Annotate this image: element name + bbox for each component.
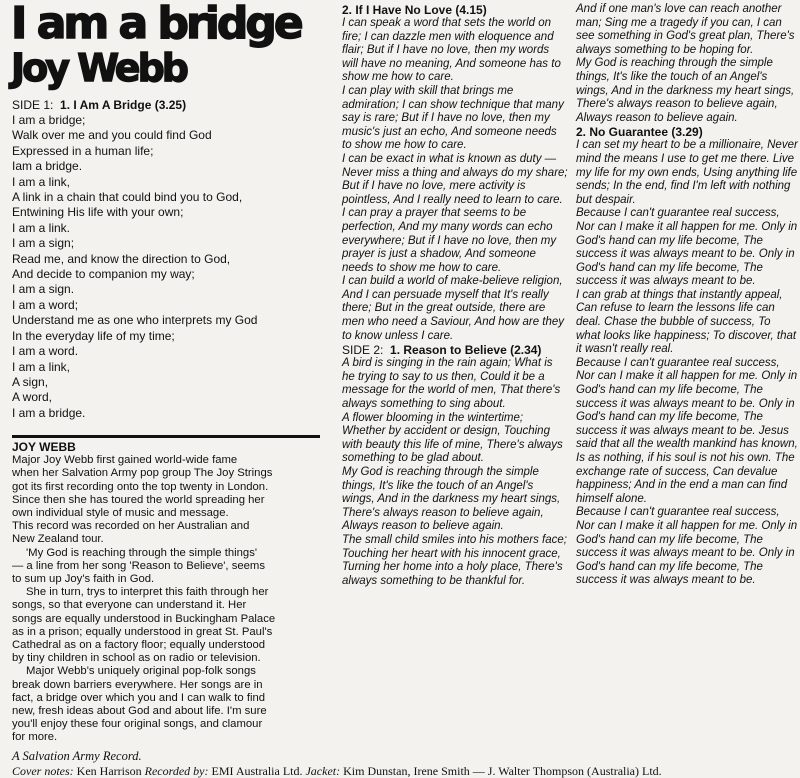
side1-track1-title: 1. I Am A Bridge (3.25)	[60, 98, 187, 112]
lyric-paragraph: Because I can't guarantee real success, Nor can I make it all happen for me. Only in God's hand can my life become, The success it was always meant to be. Only in God's hand can my life become, The success it was always meant to be. Jesus said that all the wealth mankind has known, Is as nothing, if his soul is not his own. The exchange rate of success, Can devalue happiness; And in the end a man can find himself alone.	[576, 356, 798, 505]
lyric-line: And decide to companion my way;	[12, 267, 195, 282]
side2-track2-title: 2. No Guarantee (3.29)	[576, 125, 703, 140]
lyric-paragraph: And if one man's love can reach another man; Sing me a tragedy if you can, I can see something in God's great plan, There's always something to be hoping for.	[576, 3, 795, 56]
lyric-line: Entwining His life with your own;	[12, 205, 184, 220]
lyric-paragraph: I can pray a prayer that seems to be perfection, And my many words can echo everywhere; But if I have no love, then my prayer is just a shadow, And someone needs to show me how to care.	[342, 207, 557, 274]
bio-paragraph-4	[12, 665, 332, 744]
bio-paragraph-1	[12, 454, 332, 546]
jacket-value: Kim Dunstan, Irene Smith — J. Walter Thompson (Australia) Ltd.	[343, 763, 662, 778]
bio-title: JOY WEBB	[12, 440, 76, 455]
artist-bio	[12, 440, 332, 744]
bio-line: fact, a bridge over which you and I can walk to find	[12, 691, 266, 704]
bio-line: She in turn, trys to interpret this faith through her	[26, 586, 269, 599]
bio-line: to sum up Joy's faith in God.	[12, 572, 155, 585]
lyric-line: Understand me as one who interprets my God	[12, 313, 258, 328]
lyric-line: I am a sign.	[12, 282, 75, 297]
lyric-paragraph: My God is reaching through the simple things, It's like the touch of an Angel's wings, And in the darkness my heart sings, There's always reason to believe again, Always reason to believe again.	[342, 466, 561, 533]
lyric-line: I am a link,	[12, 174, 71, 189]
lyric-paragraph: Because I can't guarantee real success, Nor can I make it all happen for me. Only in God's hand can my life become, The success it was always meant to be. Only in God's hand can my life become, The success it was always meant to be.	[576, 506, 798, 587]
bio-line: Since then she has toured the world spreading her	[12, 493, 265, 506]
side1-track2-lyrics	[342, 17, 568, 343]
bio-line: you'll enjoy these four original songs, and clamour	[12, 718, 263, 731]
section-divider	[12, 435, 320, 438]
lyric-line: I am a sign;	[12, 236, 75, 251]
side2-track1-title: 1. Reason to Believe (2.34)	[390, 343, 542, 358]
lyric-line: I am a bridge.	[12, 405, 86, 420]
bio-line: when her Salvation Army pop group The Joy Strings	[12, 467, 273, 480]
lyric-paragraph: My God is reaching through the simple things, It's like the touch of an Angel's wings, And in the darkness my heart sings, There's always reason to believe again, Always reason to believe again.	[576, 57, 795, 124]
lyric-line: Walk over me and you could find God	[12, 128, 212, 143]
record-label-note: A Salvation Army Record.	[12, 748, 142, 763]
side1-label: SIDE 1:	[12, 98, 54, 112]
jacket-label: Jacket:	[305, 763, 341, 778]
credits-line	[0, 764, 800, 778]
lyric-paragraph: I can grab at things that instantly appeal, Can refuse to learn the lessons life can deal. Chase the bubble of success, To what looks like happiness; To discover, that it wasn't really real.	[576, 288, 797, 356]
bio-line: by tiny children in school as on radio or television.	[12, 652, 261, 665]
bio-line: Major Webb's uniquely original pop-folk songs	[26, 665, 256, 678]
bio-line: new, fresh ideas about God and about life. I'm sure	[12, 704, 267, 717]
bio-line: songs, so that everyone can understand it. Her	[12, 599, 247, 612]
cover-notes-value: Ken Harrison	[76, 763, 142, 778]
lyric-paragraph: I can build a world of make-believe religion, And I can persuade myself that It's really there; But in the great outside, there are men who need a Saviour, And how are they to know unless I care.	[342, 275, 565, 342]
lyric-line: In the everyday life of my time;	[12, 328, 175, 343]
side2-label: SIDE 2:	[342, 343, 384, 358]
lyric-paragraph: Because I can't guarantee real success, Nor can I make it all happen for me. Only in God's hand can my life become, The success it was always meant to be. Only in God's hand can my life become, The success it was always meant to be.	[576, 207, 798, 288]
lyric-line: I am a word.	[12, 344, 79, 359]
side1-track2-title: 2. If I Have No Love (4.15)	[342, 3, 487, 17]
bio-paragraph-3	[12, 586, 332, 665]
bio-line: as in a prison; equally understood in great St. Paul's	[12, 625, 273, 638]
lyric-paragraph: I can play with skill that brings me admiration; I can show technique that many say is rare; But if I have no love, then my music's just an echo, And someone needs to show me how to care.	[342, 84, 564, 152]
lyric-paragraph: A bird is singing in the rain again; What is he trying to say to us then, Could it be a message for the world of men, That there's always something to sing about.	[342, 357, 561, 411]
lyric-line: I am a word;	[12, 297, 79, 312]
bio-line: New Zealand tour.	[12, 533, 104, 546]
bio-line: Cathedral as on a factory floor; equally understood	[12, 638, 266, 651]
side2-heading	[342, 343, 568, 357]
bio-line: own individual style of music and message.	[12, 506, 229, 519]
bio-line: got its first recording onto the top twenty in London.	[12, 480, 269, 493]
lyric-paragraph: A flower blooming in the wintertime; Whether by accident or design, Touching with beauty this life of mine, There's always something to be glad about.	[342, 411, 563, 465]
side2-track1-lyrics-continued	[576, 3, 798, 125]
column-left	[0, 0, 332, 763]
artist-name: Joy Webb	[11, 46, 186, 90]
lyric-line: Iam a bridge.	[12, 159, 83, 174]
bio-paragraph-2	[12, 547, 332, 587]
album-title: I am a bridge	[11, 0, 301, 49]
column-right	[576, 0, 798, 588]
bio-line: This record was recorded on her Australian and	[12, 520, 250, 533]
bio-line: 'My God is reaching through the simple things'	[26, 546, 257, 559]
lyric-line: I am a link.	[12, 220, 71, 235]
cover-notes-label: Cover notes:	[12, 763, 74, 778]
lyric-line: A link in a chain that could bind you to God,	[12, 190, 243, 205]
lyric-paragraph: I can set my heart to be a millionaire, Never mind the means I use to get me there. Live my life for my own ends, Using anything life sends; In the end, find I'm left with nothing but despair.	[576, 139, 798, 206]
bio-line: — a line from her song 'Reason to Believe', seems	[12, 559, 265, 572]
side1-track1-lyrics	[12, 113, 332, 421]
lyric-paragraph: I can be exact in what is known as duty — Never miss a thing and always do my share; But if I have no love, mere activity is pointless, And I really need to learn to care.	[342, 152, 568, 206]
lyric-line: I am a bridge;	[12, 113, 86, 127]
column-middle	[342, 0, 568, 588]
lyric-line: A word,	[12, 390, 53, 405]
lyric-line: Read me, and know the direction to God,	[12, 251, 231, 266]
side2-track2-lyrics	[576, 139, 798, 588]
side1-heading	[12, 98, 332, 113]
bio-line: for more.	[12, 731, 58, 744]
bio-line: break down barriers everywhere. Her songs are in	[12, 678, 263, 691]
recorded-by-value: EMI Australia Ltd.	[211, 763, 303, 778]
lyric-line: Expressed in a human life;	[12, 143, 154, 158]
recorded-by-label: Recorded by:	[144, 763, 209, 778]
lyric-line: A sign,	[12, 374, 49, 389]
lyric-paragraph: The small child smiles into his mothers face; Touching her heart with his innocent grace, Turning her home into a holy place, There's always something to be thankful for.	[342, 533, 567, 587]
lyric-paragraph: I can speak a word that sets the world on fire; I can dazzle men with eloquence and flair; But if I have no love, then my words will have no meaning, And someone has to show me how to care.	[342, 17, 561, 84]
bio-line: Major Joy Webb first gained world-wide fame	[12, 454, 238, 467]
lyric-line: I am a link,	[12, 359, 71, 374]
side2-track1-lyrics	[342, 357, 568, 588]
bio-line: songs are equally understood in Buckingham Palace	[12, 612, 276, 625]
